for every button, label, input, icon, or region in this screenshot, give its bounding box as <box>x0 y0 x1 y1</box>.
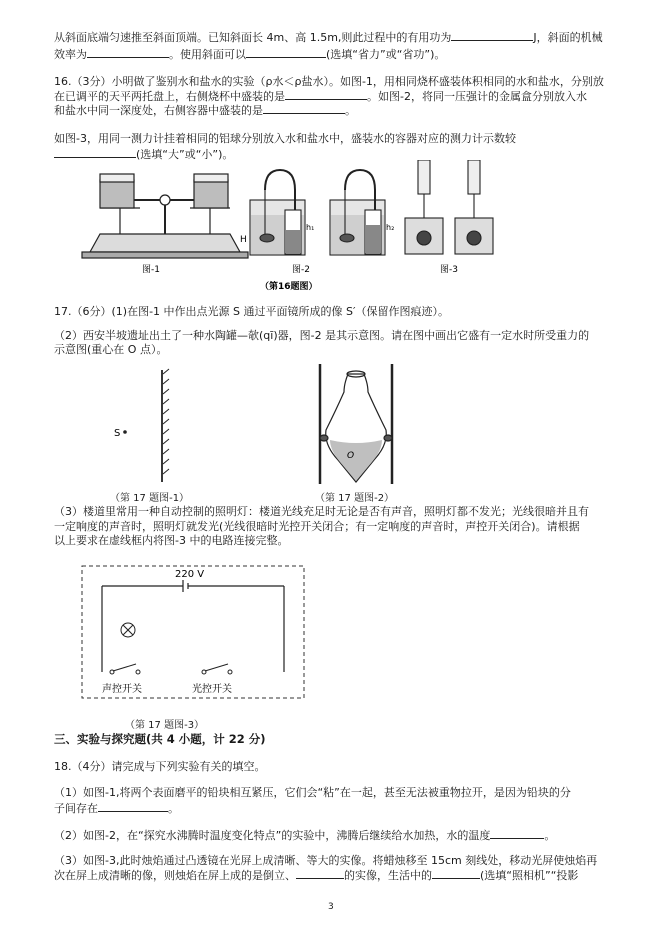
q18-line6: 次在屏上成清晰的像，则烛焰在屏上成的是倒立、 的实像，生活中的 (选填“照相机”“投影 <box>54 869 579 882</box>
answer-blank[interactable] <box>490 828 544 839</box>
answer-blank[interactable] <box>285 89 367 100</box>
q16-line3: 和盐水中同一深度处，右侧容器中盛装的是 。 <box>54 104 356 117</box>
spring-scale-figure <box>405 160 493 254</box>
answer-blank[interactable] <box>246 47 326 58</box>
q18-line1: 18.（4分）请完成与下列实验有关的填空。 <box>54 760 266 773</box>
center-o-label: O <box>347 451 355 461</box>
q17-fig2-caption: （第 17 题图-2） <box>315 493 395 504</box>
answer-blank[interactable] <box>263 103 345 114</box>
q18-line5: （3）如图-3,此时烛焰通过凸透镜在光屏上成清晰、等大的实像。将蜡烛移至 15cm 刻线处，移动光屏使烛焰再 <box>54 854 598 867</box>
q17-fig1-caption: （第 17 题图-1） <box>110 493 190 504</box>
q17-line3: 示意图(重心在 O 点）。 <box>54 343 168 356</box>
q17-line4: （3）楼道里常用一种自动控制的照明灯：楼道光线充足时无论是否有声音，照明灯都不发光；光线很暗并且有 <box>54 505 589 518</box>
letter-h1: h₁ <box>306 223 315 232</box>
sound-switch-label: 声控开关 <box>102 684 142 695</box>
qi-vessel <box>320 364 392 484</box>
light-source-point <box>123 430 127 434</box>
q17-line6: 以上要求在虚线框内将图-3 中的电路连接完整。 <box>54 534 289 547</box>
q17-line5: 一定响度的声音时，照明灯就发光(光线很暗时光控开关闭合；有一定响度的声音时，声控开关闭合)。请根据 <box>54 520 580 533</box>
pressure-gauge-figure <box>250 170 385 255</box>
q16-line2: 在已调平的天平两托盘上，右侧烧杯中盛装的是 。如图-2，将同一压强计的金属盒分别放入水 <box>54 90 587 103</box>
q16-line4: 如图-3，用同一测力计挂着相同的铝球分别放入水和盐水中，盛装水的容器对应的测力计示数较 <box>54 132 516 145</box>
q16-line5: (选填“大”或“小”)。 <box>54 147 233 162</box>
lamp-icon[interactable] <box>121 623 135 637</box>
fig-label-1: 图-1 <box>142 265 160 275</box>
letter-h2: h₂ <box>386 223 395 232</box>
point-s-label: S <box>114 428 121 439</box>
light-switch-icon[interactable] <box>202 664 232 674</box>
q18-line2: （1）如图-1,将两个表面磨平的铅块相互紧压，它们会“粘”在一起，甚至无法被重物拉开，是因为铅块的分 <box>54 786 571 799</box>
q17-line2: （2）西安半坡遗址出土了一种水陶罐—欹(qī)器，图-2 是其示意图。请在图中画出它盛有一定水时所受重力的 <box>54 329 590 342</box>
q17-figures-1-2 <box>100 360 440 500</box>
page-number: 3 <box>328 902 334 912</box>
q15-line2: 效率为 。使用斜面可以 (选填“省力”或“省功”)。 <box>54 48 446 61</box>
circuit-diagram <box>80 564 310 704</box>
answer-blank[interactable] <box>432 868 480 879</box>
fig-label-3: 图-3 <box>440 265 458 275</box>
q18-line3: 子间存在 。 <box>54 802 179 815</box>
q17-fig3-caption: （第 17 题图-3） <box>125 720 205 731</box>
balance-figure <box>82 174 248 258</box>
answer-blank[interactable] <box>98 801 168 812</box>
sound-switch-icon[interactable] <box>110 664 140 674</box>
light-switch-label: 光控开关 <box>192 684 232 695</box>
q18-line4: （2）如图-2，在“探究水沸腾时温度变化特点”的实验中，沸腾后继续给水加热，水的温度 。 <box>54 829 556 842</box>
q16-line1: 16.（3分）小明做了鉴别水和盐水的实验（ρ水＜ρ盐水）。如图-1，用相同烧杯盛装体积相同的水和盐水，分别放 <box>54 75 604 88</box>
answer-blank[interactable] <box>296 868 344 879</box>
q16-figure-caption: （第16题图） <box>260 282 318 292</box>
plane-mirror <box>162 369 169 482</box>
q16-figures <box>80 160 520 298</box>
fig-label-2: 图-2 <box>292 265 310 275</box>
q17-line1: 17.（6分）(1)在图-1 中作出点光源 S 通过平面镜所成的像 S′（保留作图痕迹）。 <box>54 305 449 318</box>
letter-h: H <box>240 235 247 245</box>
voltage-label: 220 V <box>175 569 205 580</box>
answer-blank[interactable] <box>54 147 136 158</box>
answer-blank[interactable] <box>451 30 533 41</box>
q15-line1: 从斜面底端匀速推至斜面顶端。已知斜面长 4m、高 1.5m,则此过程中的有用功为 J，斜面的机械 <box>54 31 603 44</box>
answer-blank[interactable] <box>87 47 169 58</box>
section-heading: 三、实验与探究题(共 4 小题，计 22 分) <box>54 732 266 746</box>
